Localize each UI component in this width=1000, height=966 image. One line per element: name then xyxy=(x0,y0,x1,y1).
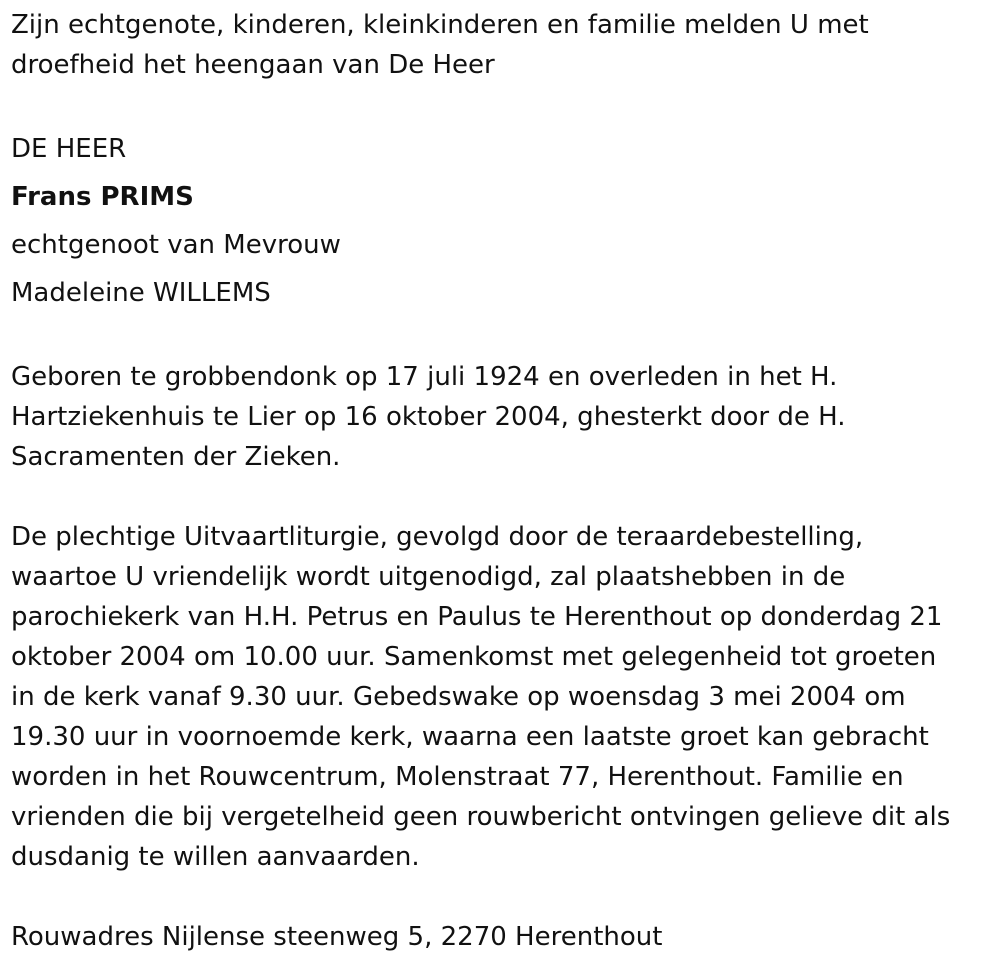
funeral-line: oktober 2004 om 10.00 uur. Samenkomst met gelegenheid tot groeten xyxy=(11,642,937,672)
funeral-line: waartoe U vriendelijk wordt uitgenodigd, zal plaatshebben in de xyxy=(11,562,846,592)
birth-death-line: Geboren te grobbendonk op 17 juli 1924 en overleden in het H. xyxy=(11,362,838,392)
birth-death-line: Hartziekenhuis te Lier op 16 oktober 2004, ghesterkt door de H. xyxy=(11,402,846,432)
birth-death-paragraph xyxy=(11,357,991,477)
spouse-name: Madeleine WILLEMS xyxy=(11,278,271,308)
intro-paragraph xyxy=(11,5,991,85)
funeral-line: 19.30 uur in voornoemde kerk, waarna een laatste groet kan gebracht xyxy=(11,722,929,752)
funeral-line: De plechtige Uitvaartliturgie, gevolgd door de teraardebestelling, xyxy=(11,522,864,552)
intro-line: Zijn echtgenote, kinderen, kleinkinderen en familie melden U met xyxy=(11,10,869,40)
birth-death-line: Sacramenten der Zieken. xyxy=(11,442,341,472)
spacer xyxy=(11,477,991,517)
funeral-line: worden in het Rouwcentrum, Molenstraat 77, Herenthout. Familie en xyxy=(11,762,904,792)
funeral-line: vrienden die bij vergetelheid geen rouwbericht ontvingen gelieve dit als xyxy=(11,802,951,832)
deceased-title: DE HEER xyxy=(11,134,127,164)
spacer xyxy=(11,317,991,357)
funeral-line: in de kerk vanaf 9.30 uur. Gebedswake op woensdag 3 mei 2004 om xyxy=(11,682,906,712)
funeral-line: dusdanig te willen aanvaarden. xyxy=(11,842,420,872)
funeral-paragraph xyxy=(11,517,991,877)
funeral-line: parochiekerk van H.H. Petrus en Paulus te Herenthout op donderdag 21 xyxy=(11,602,943,632)
address-paragraph xyxy=(11,917,991,957)
intro-line: droefheid het heengaan van De Heer xyxy=(11,50,495,80)
deceased-name: Frans PRIMS xyxy=(11,182,194,212)
deceased-block xyxy=(11,125,991,317)
obituary-document xyxy=(11,5,991,957)
spacer xyxy=(11,85,991,125)
spacer xyxy=(11,877,991,917)
mourning-address: Rouwadres Nijlense steenweg 5, 2270 Herenthout xyxy=(11,922,663,952)
deceased-relation: echtgenoot van Mevrouw xyxy=(11,230,341,260)
